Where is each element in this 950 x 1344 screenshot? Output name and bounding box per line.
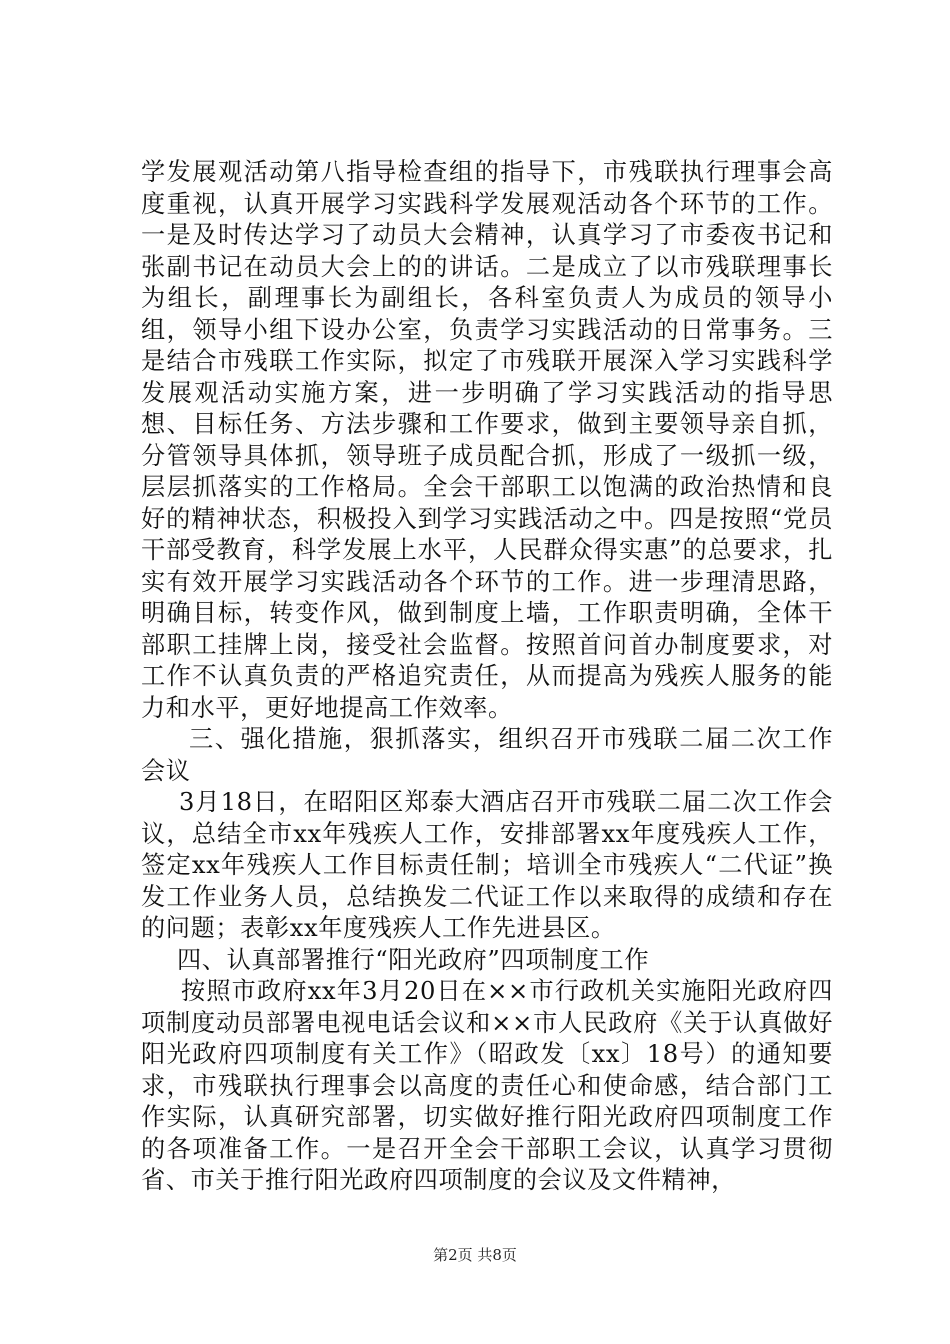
paragraph-sunshine-government: 按照市政府xx年3月20日在××市行政机关实施阳光政府四项制度动员部署电视电话会议和××市人民政府《关于认真做好阳光政府四项制度有关工作》（昭政发〔xx〕18号）的通知要求，市残联执行理事会以高度的责任心和使命感，结合部门工作实际，认真研究部署，切实做好推行阳光政府四项制度工作的各项准备工作。一是召开全会干部职工会议，认真学习贯彻省、市关于推行阳光政府四项制度的会议及文件精神， bbox=[141, 977, 833, 1194]
section-heading-three: 三、强化措施，狠抓落实，组织召开市残联二届二次工作会议 bbox=[141, 725, 833, 785]
document-body bbox=[141, 157, 833, 1197]
paragraph-meeting: 3月18日，在昭阳区郑泰大酒店召开市残联二届二次工作会议，总结全市xx年残疾人工作，安排部署xx年度残疾人工作，签定xx年残疾人工作目标责任制；培训全市残疾人“二代证”换发工作业务人员，总结换发二代证工作以来取得的成绩和存在的问题；表彰xx年度残疾人工作先进县区。 bbox=[141, 788, 833, 942]
paragraph-activity-summary: 学发展观活动第八指导检查组的指导下，市残联执行理事会高度重视，认真开展学习实践科学发展观活动各个环节的工作。一是及时传达学习了动员大会精神，认真学习了市委夜书记和张副书记在动员大会上的的讲话。二是成立了以市残联理事长为组长，副理事长为副组长，各科室负责人为成员的领导小组，领导小组下设办公室，负责学习实践活动的日常事务。三是结合市残联工作实际，拟定了市残联开展深入学习实践科学发展观活动实施方案，进一步明确了学习实践活动的指导思想、目标任务、方法步骤和工作要求，做到主要领导亲自抓，分管领导具体抓，领导班子成员配合抓，形成了一级抓一级，层层抓落实的工作格局。全会干部职工以饱满的政治热情和良好的精神状态，积极投入到学习实践活动之中。四是按照“党员干部受教育，科学发展上水平，人民群众得实惠”的总要求，扎实有效开展学习实践活动各个环节的工作。进一步理清思路，明确目标，转变作风，做到制度上墙，工作职责明确，全体干部职工挂牌上岗，接受社会监督。按照首问首办制度要求，对工作不认真负责的严格追究责任，从而提高为残疾人服务的能力和水平，更好地提高工作效率。 bbox=[141, 158, 833, 722]
section-heading-four: 四、认真部署推行“阳光政府”四项制度工作 bbox=[177, 945, 650, 974]
page-number-footer: 第2页 共8页 bbox=[433, 1246, 517, 1264]
